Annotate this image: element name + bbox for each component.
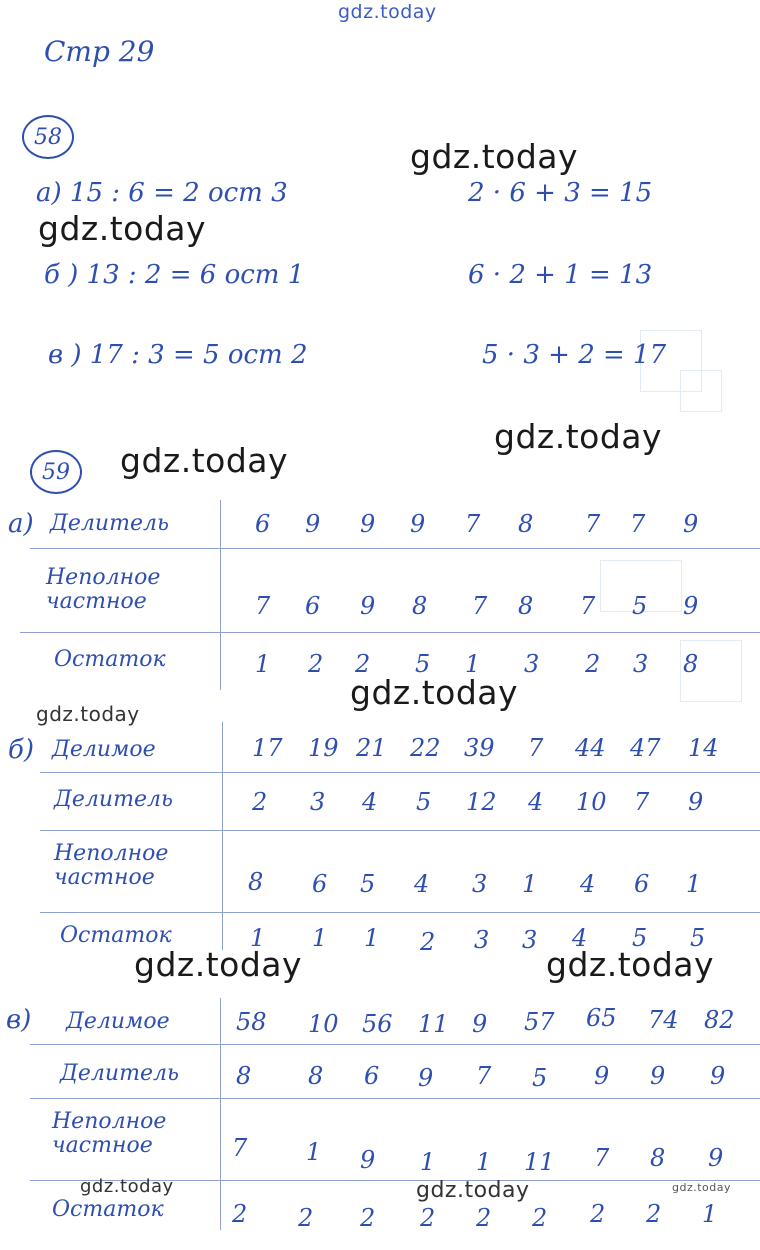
table-b-r0-c1: 19: [308, 734, 339, 762]
table-b-r3-c6: 4: [572, 924, 588, 952]
table-c-row-0-name: Делимое: [66, 1009, 170, 1034]
table-b-r0-c5: 7: [528, 734, 544, 762]
task-58-number: 58: [34, 124, 62, 150]
table-a-row-0-name: Делитель: [50, 511, 169, 536]
table-c-r0-c2: 56: [362, 1010, 393, 1038]
watermark: gdz.today: [38, 209, 207, 248]
table-a-r1-c8: 9: [683, 592, 699, 620]
table-b-r2-c4: 3: [472, 870, 488, 898]
table-a-r2-c5: 3: [524, 650, 540, 678]
table-c-r0-c8: 82: [704, 1006, 735, 1034]
table-c-r0-c5: 57: [524, 1008, 555, 1036]
watermark: gdz.today: [416, 1178, 530, 1203]
watermark: gdz.today: [494, 417, 663, 456]
table-b-r0-c6: 44: [575, 734, 606, 762]
table-c-r2-c4: 1: [476, 1148, 492, 1176]
table-c-r1-c3: 9: [418, 1064, 434, 1092]
table-a-r2-c2: 2: [355, 650, 371, 678]
table-b-divider: [222, 722, 223, 950]
table-c-r3-c7: 2: [646, 1200, 662, 1228]
table-a-r1-c6: 7: [580, 592, 596, 620]
table-c-row-3-name: Остаток: [52, 1197, 164, 1222]
table-a-r0-c4: 7: [465, 510, 481, 538]
table-b-r0-c3: 22: [410, 734, 441, 762]
table-b-r3-c2: 1: [364, 924, 380, 952]
table-c-r1-c2: 6: [364, 1062, 380, 1090]
table-c-r1-c5: 5: [532, 1064, 548, 1092]
table-b-rule: [40, 772, 760, 773]
table-b-r0-c7: 47: [630, 734, 661, 762]
table-a-divider: [220, 500, 221, 690]
table-c-r0-c7: 74: [648, 1006, 679, 1034]
table-c-r3-c3: 2: [420, 1204, 436, 1232]
table-c-r3-c4: 2: [476, 1204, 492, 1232]
task-58-line-c-left: в ) 17 : 3 = 5 ост 2: [48, 340, 308, 370]
grid-trace: [680, 370, 722, 412]
watermark: gdz.today: [36, 702, 140, 726]
watermark: gdz.today: [546, 945, 715, 984]
table-b-r2-c5: 1: [522, 870, 538, 898]
task-58-line-b-right: 6 · 2 + 1 = 13: [468, 260, 653, 290]
table-c-r3-c5: 2: [532, 1204, 548, 1232]
table-a-r2-c6: 2: [585, 650, 601, 678]
table-c-r1-c8: 9: [710, 1062, 726, 1090]
table-c-r1-c7: 9: [650, 1062, 666, 1090]
watermark-top: gdz.today: [338, 1, 437, 23]
table-a-r2-c1: 2: [308, 650, 324, 678]
task-58-line-c-right: 5 · 3 + 2 = 17: [482, 340, 667, 370]
watermark: gdz.today: [672, 1181, 732, 1194]
table-a-r1-c0: 7: [255, 592, 271, 620]
table-b-r3-c4: 3: [474, 926, 490, 954]
watermark: gdz.today: [410, 137, 579, 176]
watermark: gdz.today: [80, 1176, 174, 1197]
table-b-row-0-name: Делимое: [52, 737, 156, 762]
table-a-r0-c2: 9: [360, 510, 376, 538]
table-c-r2-c3: 1: [420, 1148, 436, 1176]
table-b-r1-c0: 2: [252, 788, 268, 816]
table-c-r2-c1: 1: [306, 1138, 322, 1166]
table-b-r2-c0: 8: [248, 868, 264, 896]
table-c-r1-c0: 8: [236, 1062, 252, 1090]
table-b-r1-c5: 4: [528, 788, 544, 816]
table-a-r0-c6: 7: [585, 510, 601, 538]
table-c-r3-c0: 2: [232, 1200, 248, 1228]
table-a-row-1-name: Неполное частное: [46, 565, 161, 615]
table-c-r1-c6: 9: [594, 1062, 610, 1090]
table-a-r1-c1: 6: [305, 592, 321, 620]
table-b-r1-c2: 4: [362, 788, 378, 816]
table-c-r2-c0: 7: [232, 1134, 248, 1162]
task-58-line-a-right: 2 · 6 + 3 = 15: [468, 178, 653, 208]
table-a-row-2-name: Остаток: [54, 647, 166, 672]
watermark: gdz.today: [120, 441, 289, 480]
table-a-r2-c3: 5: [415, 650, 431, 678]
table-a-r2-c0: 1: [255, 650, 271, 678]
table-b-r2-c2: 5: [360, 870, 376, 898]
table-b-r1-c1: 3: [310, 788, 326, 816]
page-reference: Стр 29: [44, 35, 155, 68]
table-b-r2-c8: 1: [686, 870, 702, 898]
table-a-rule: [30, 548, 760, 549]
table-c-r3-c8: 1: [702, 1200, 718, 1228]
table-c-label: в): [6, 1005, 32, 1035]
table-a-r1-c5: 8: [518, 592, 534, 620]
table-a-r2-c7: 3: [633, 650, 649, 678]
table-c-r1-c4: 7: [476, 1062, 492, 1090]
table-a-r0-c1: 9: [305, 510, 321, 538]
table-b-r2-c1: 6: [312, 870, 328, 898]
table-c-r2-c5: 11: [524, 1148, 555, 1176]
table-b-r1-c4: 12: [466, 788, 497, 816]
table-b-r0-c2: 21: [356, 734, 387, 762]
task-59-number: 59: [42, 459, 70, 485]
table-c-r0-c6: 65: [586, 1004, 617, 1032]
table-a-r0-c7: 7: [630, 510, 646, 538]
table-c-r2-c2: 9: [360, 1146, 376, 1174]
task-58-line-a-left: а) 15 : 6 = 2 ост 3: [36, 178, 288, 208]
table-c-rule: [30, 1098, 760, 1099]
table-a-r1-c2: 9: [360, 592, 376, 620]
table-b-r3-c3: 2: [420, 928, 436, 956]
table-b-label: б): [8, 735, 35, 765]
table-c-r3-c2: 2: [360, 1204, 376, 1232]
table-b-row-1-name: Делитель: [54, 787, 173, 812]
table-c-r2-c7: 8: [650, 1144, 666, 1172]
task-58-line-b-left: б ) 13 : 2 = 6 ост 1: [44, 260, 305, 290]
table-a-r0-c8: 9: [683, 510, 699, 538]
table-c-rule: [30, 1044, 760, 1045]
table-b-r1-c3: 5: [416, 788, 432, 816]
watermark: gdz.today: [134, 945, 303, 984]
table-b-r1-c7: 7: [634, 788, 650, 816]
table-b-r0-c0: 17: [252, 734, 283, 762]
table-b-r0-c8: 14: [688, 734, 719, 762]
task-59-number-badge: [30, 450, 82, 494]
table-a-r1-c4: 7: [472, 592, 488, 620]
table-b-r0-c4: 39: [464, 734, 495, 762]
watermark: gdz.today: [350, 673, 519, 712]
table-c-r2-c8: 9: [708, 1144, 724, 1172]
table-a-r0-c5: 8: [518, 510, 534, 538]
task-58-number-badge: [22, 115, 74, 159]
table-a-r1-c7: 5: [632, 592, 648, 620]
table-b-r3-c8: 5: [690, 924, 706, 952]
table-c-r0-c1: 10: [308, 1010, 339, 1038]
table-c-divider: [220, 998, 221, 1230]
table-c-r1-c1: 8: [308, 1062, 324, 1090]
table-a-label: а): [8, 509, 34, 539]
table-c-r0-c0: 58: [236, 1008, 267, 1036]
table-b-r1-c6: 10: [576, 788, 607, 816]
table-a-rule: [20, 632, 760, 633]
table-c-row-2-name: Неполное частное: [52, 1109, 167, 1159]
table-b-r3-c5: 3: [522, 926, 538, 954]
table-c-row-1-name: Делитель: [60, 1061, 179, 1086]
table-a-r0-c0: 6: [255, 510, 271, 538]
table-a-r2-c4: 1: [465, 650, 481, 678]
table-a-r1-c3: 8: [412, 592, 428, 620]
table-c-r3-c6: 2: [590, 1200, 606, 1228]
table-c-r0-c3: 11: [418, 1010, 449, 1038]
table-b-row-3-name: Остаток: [60, 923, 172, 948]
table-b-rule: [40, 830, 760, 831]
table-b-rule: [40, 912, 760, 913]
table-b-r3-c0: 1: [250, 924, 266, 952]
table-b-row-2-name: Неполное частное: [54, 841, 169, 891]
table-c-r2-c6: 7: [594, 1144, 610, 1172]
table-c-r3-c1: 2: [298, 1204, 314, 1232]
table-b-r2-c3: 4: [414, 870, 430, 898]
table-b-r3-c1: 1: [312, 924, 328, 952]
table-b-r2-c7: 6: [634, 870, 650, 898]
table-a-r2-c8: 8: [683, 650, 699, 678]
table-a-r0-c3: 9: [410, 510, 426, 538]
table-b-r3-c7: 5: [632, 924, 648, 952]
table-c-r0-c4: 9: [472, 1010, 488, 1038]
table-b-r2-c6: 4: [580, 870, 596, 898]
table-b-r1-c8: 9: [688, 788, 704, 816]
